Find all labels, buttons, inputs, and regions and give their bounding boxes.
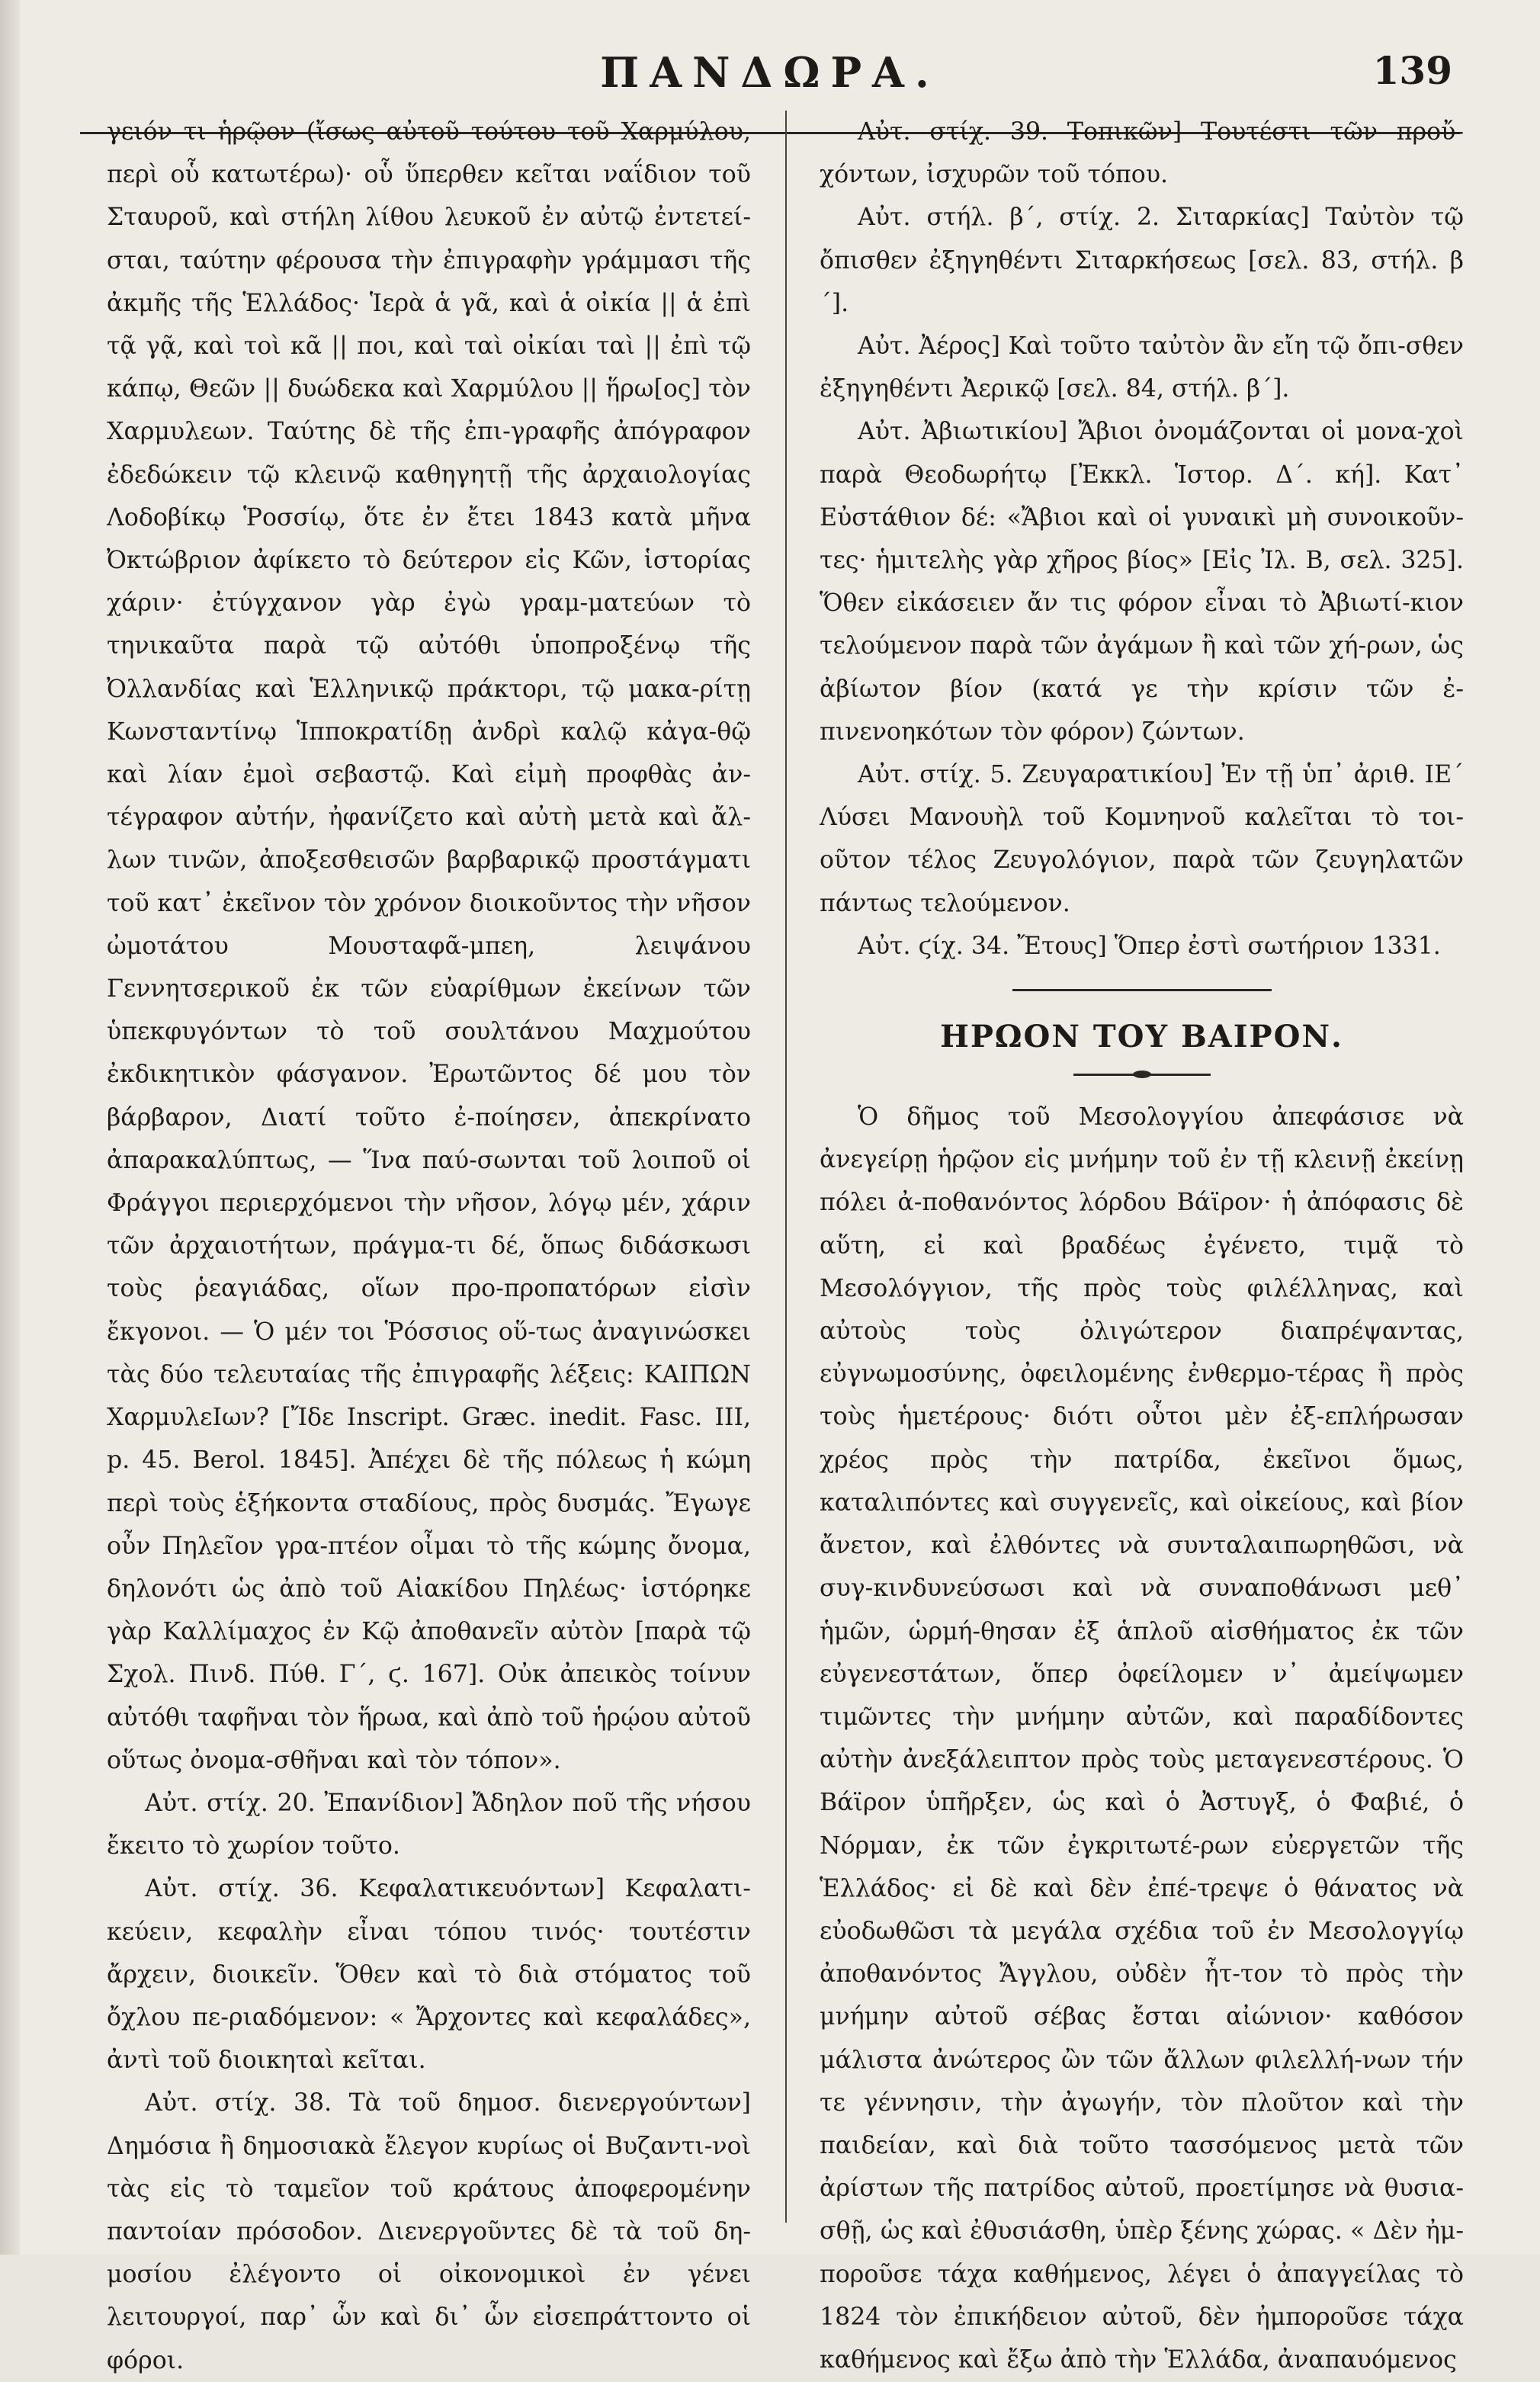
section-body: Ὁ δῆμος τοῦ Μεσολογγίου ἀπεφάσισε νὰ ἀνεγείρῃ ἡρῷον εἰς μνήμην τοῦ ἐν τῇ κλεινῇ ἐκείνῃ πόλει ἀ-ποθανόντος λόρδου Βάϊρον· ἡ ἀπόφασις δὲ αὕτη, εἰ καὶ βραδέως ἐγένετο, τιμᾷ τὸ Μεσολόγγιον, τῆς πρὸς τοὺς φιλέλληνας, καὶ αὐτοὺς τοὺς ὀλιγώτερον διαπρέψαντας, εὐγνωμοσύνης, ὀφειλομένης ἐνθερμο-τέρας ἢ πρὸς τοὺς ἡμετέρους· διότι οὗτοι μὲν ἐξ-επλήρωσαν χρέος πρὸς τὴν πατρίδα, ἐκεῖνοι ὅμως, καταλιπόντες καὶ συγγενεῖς, καὶ οἰκείους, καὶ βίον ἄνετον, καὶ ἐλθόντες νὰ συνταλαιπωρηθῶσι, νὰ συγ-κινδυνεύσωσι καὶ νὰ συναποθάνωσι μεθ᾿ ἡμῶν, ὡρμή-θησαν ἐξ ἁπλοῦ αἰσθήματος ἐκ τῶν εὐγενεστάτων, ὅπερ ὀφείλομεν ν᾿ ἀμείψωμεν τιμῶντες τὴν μνήμην αὐτῶν, καὶ παραδίδοντες αὐτὴν ἀνεξάλειπτον πρὸς τοὺς μεταγενεστέρους. Ὁ Βάϊρον ὑπῆρξεν, ὡς καὶ ὁ Ἀστυγξ, ὁ Φαβιέ, ὁ Νόρμαν, ἐκ τῶν ἐγκριτωτέ-ρων εὐεργετῶν τῆς Ἑλλάδος· εἰ δὲ καὶ δὲν ἐπέ-τρεψε ὁ θάνατος νὰ εὐοδωθῶσι τὰ μεγάλα σχέδια τοῦ ἐν Μεσολογγίῳ ἀποθανόντος Ἄγγλου, οὐδὲν ἧτ-τον τὸ πρὸς τὴν μνήμην αὐτοῦ σέβας ἔσται αἰώνιον· καθόσον μάλιστα ἀνώτερος ὢν τῶν ἄλλων φιλελλή-νων τήν τε γέννησιν, τὴν ἀγωγήν, τὸν πλοῦτον καὶ τὴν παιδείαν, καὶ διὰ τοῦτο τασσόμενος μετὰ τῶν ἀρίστων τῆς πατρίδος αὐτοῦ, προετίμησε νὰ θυσια-σθῇ, ὡς καὶ ἐθυσιάσθη, ὑπὲρ ξένης χώρας. « Δὲν ἠμ-ποροῦσε τάχα καθήμενος, λέγει ὁ ἀπαγγείλας τὸ 1824 τὸν ἐπικήδειον αὐτοῦ, δὲν ἠμποροῦσε τάχα καθήμενος καὶ ἔξω ἀπὸ τὴν Ἑλλάδα, ἀναπαυόμενος xyxy=(820,1103,1464,2374)
heading-ornament xyxy=(1073,1074,1211,1076)
running-title: ΠΑΝΔΩΡΑ. xyxy=(600,48,940,97)
section-heading: ΗΡΩΟΝ ΤΟΥ ΒΑΙΡΟΝ. xyxy=(940,1019,1343,1055)
note-epanidion: Αὐτ. στίχ. 20. Ἐπανίδιον] Ἄδηλον ποῦ τῆς νήσου ἔκειτο τὸ χωρίον τοῦτο. xyxy=(107,1789,751,1860)
column-divider xyxy=(785,111,787,2223)
note-zevgaratikiou: Αὐτ. στίχ. 5. Ζευγαρατικίου] Ἐν τῇ ὑπ᾿ ἀριθ. ΙΕ´ Λύσει Μανουὴλ τοῦ Κομνηνοῦ καλεῖται τὸ τοι-οῦτον τέλος Ζευγολόγιον, παρὰ τῶν ζευγηλατῶν πάντως τελούμενον. xyxy=(820,761,1464,917)
page-number: 139 xyxy=(1372,48,1452,93)
note-sitarkias: Αὐτ. στήλ. β´, στίχ. 2. Σιταρκίας] Ταὐτὸν τῷ ὄπισθεν ἐξηγηθέντι Σιταρκήσεως [σελ. 83, στήλ. β´]. xyxy=(820,204,1464,317)
note-kefalatikevonton: Αὐτ. στίχ. 36. Κεφαλατικευόντων] Κεφαλατι-κεύειν, κεφαλὴν εἶναι τόπου τινός· τουτέστιν ἄρχειν, διοικεῖν. Ὅθεν καὶ τὸ διὰ στόματος τοῦ ὄχλου πε-ριαδόμενον: « Ἄρχοντες καὶ κεφαλάδες», ἀντὶ τοῦ διοικηταὶ κεῖται. xyxy=(107,1875,751,2075)
note-aeros: Αὐτ. Ἀέρος] Καὶ τοῦτο ταὐτὸν ἂν εἴη τῷ ὄπι-σθεν ἐξηγηθέντι Ἀερικῷ [σελ. 84, στήλ. β´]. xyxy=(820,332,1464,403)
paragraph-continuation: γειόν τι ἡρῷον (ἴσως αὐτοῦ τούτου τοῦ Χαρμύλου, περὶ οὗ κατωτέρω)· οὗ ὕπερθεν κεῖται ναΐδιον τοῦ Σταυροῦ, καὶ στήλη λίθου λευκοῦ ἐν αὐτῷ ἐντετεί-σται, ταύτην φέρουσα τὴν ἐπιγραφὴν γράμμασι τῆς ἀκμῆς τῆς Ἑλλάδος· Ἱερὰ ἁ γᾶ, καὶ ἁ οἰκία || ἁ ἐπὶ τᾷ γᾷ, καὶ τοὶ κᾶ || ποι, καὶ ταὶ οἰκίαι ταὶ || ἐπὶ τῷ κάπῳ, Θεῶν || δυώδεκα καὶ Χαρμύλου || ἥρω[ος] τὸν Χαρμυλεων. Ταύτης δὲ τῆς ἐπι-γραφῆς ἀπόγραφον ἐδεδώκειν τῷ κλεινῷ καθηγητῇ τῆς ἀρχαιολογίας Λοδοβίκῳ Ῥοσσίῳ, ὅτε ἐν ἔτει 1843 κατὰ μῆνα Ὀκτώβριον ἀφίκετο τὸ δεύτερον εἰς Κῶν, ἱστορίας χάριν· ἐτύγχανον γὰρ ἐγὼ γραμ-ματεύων τὸ τηνικαῦτα παρὰ τῷ αὐτόθι ὑποπροξένῳ τῆς Ὀλλανδίας καὶ Ἑλληνικῷ πράκτορι, τῷ μακα-ρίτῃ Κωνσταντίνῳ Ἱπποκρατίδῃ ἀνδρὶ καλῷ κἀγα-θῷ καὶ λίαν ἐμοὶ σεβαστῷ. Καὶ εἰμὴ προφθὰς ἀν-τέγραφον αὐτήν, ἠφανίζετο καὶ αὐτὴ μετὰ καὶ ἄλ-λων τινῶν, ἀποξεσθεισῶν βαρβαρικῷ προστάγματι τοῦ κατ᾿ ἐκεῖνον τὸν χρόνον διοικοῦντος τὴν νῆσον ὠμοτάτου Μουσταφᾶ-μπεη, λειψάνου Γεννητσερικοῦ ἐκ τῶν εὐαρίθμων ἐκείνων τῶν ὑπεκφυγόντων τὸ τοῦ σουλτάνου Μαχμούτου ἐκδικητικὸν φάσγανον. Ἐρωτῶντος δέ μου τὸν βάρβαρον, Διατί τοῦτο ἐ-ποίησεν, ἀπεκρίνατο ἀπαρακαλύπτως, — Ἵνα παύ-σωνται τοῦ λοιποῦ οἱ Φράγγοι περιερχόμενοι τὴν νῆσον, λόγῳ μέν, χάριν τῶν ἀρχαιοτήτων, πράγμα-τι δέ, ὅπως διδάσκωσι τοὺς ῥεαγιάδας, οἵων προ-προπατόρων εἰσὶν ἔκγονοι. — Ὁ μέν τοι Ῥόσσιος οὕ-τως ἀναγινώσκει τὰς δύο τελευταίας τῆς ἐπιγραφῆς λέξεις: ΚΑΙΠΩΝ ΧαρμυλεΙων? [Ἴδε Inscript. Græc. inedit. Fasc. III, p. 45. Berol. 1845]. Ἀπέχει δὲ τῆς πόλεως ἡ κώμη περὶ τοὺς ἑξήκοντα σταδίους, πρὸς δυσμάς. Ἔγωγε οὖν Πηλεῖον γρα-πτέον οἶμαι τὸ τῆς κώμης ὄνομα, δηλονότι ὡς ἀπὸ τοῦ Αἰακίδου Πηλέως· ἱστόρηκε γὰρ Καλλίμαχος ἐν Κῷ ἀποθανεῖν αὐτὸν [παρὰ τῷ Σχολ. Πινδ. Πύθ. Γ´, ϛ. 167]. Οὐκ ἀπεικὸς τοίνυν αὐτόθι ταφῆναι τὸν ἥρωα, καὶ ἀπὸ τοῦ ἡρῴου αὐτοῦ οὕτως ὀνομα-σθῆναι καὶ τὸν τόπον». xyxy=(107,118,751,1774)
right-column xyxy=(820,111,1464,2381)
note-etous: Αὐτ. ϛίχ. 34. Ἔτους] Ὅπερ ἐστὶ σωτήριον 1331. xyxy=(858,932,1441,960)
note-topikon: Αὐτ. στίχ. 39. Τοπικῶν] Τουτέστι τῶν προὔ-χόντων, ἰσχυρῶν τοῦ τόπου. xyxy=(820,118,1464,189)
binding-gutter xyxy=(0,0,20,2255)
section-separator xyxy=(1012,989,1272,991)
note-abiotikiou: Αὐτ. Ἀβιωτικίου] Ἄβιοι ὀνομάζονται οἱ μονα-χοὶ παρὰ Θεοδωρήτῳ [Ἐκκλ. Ἱστορ. Δ´. κή]. Κατ᾿ Εὐστάθιον δέ: «Ἄβιοι καὶ οἱ γυναικὶ μὴ συνοικοῦν-τες· ἡμιτελὴς γὰρ χῆρος βίος» [Εἰς Ἰλ. Β, σελ. 325]. Ὅθεν εἰκάσειεν ἄν τις φόρον εἶναι τὸ Ἀβιωτί-κιον τελούμενον παρὰ τῶν ἀγάμων ἢ καὶ τῶν χή-ρων, ὡς ἀβίωτον βίον (κατά γε τὴν κρίσιν τῶν ἐ-πινενοηκότων τὸν φόρον) ζώντων. xyxy=(820,418,1464,746)
note-dimosia: Αὐτ. στίχ. 38. Τὰ τοῦ δημοσ. διενεργούντων] Δημόσια ἢ δημοσιακὰ ἔλεγον κυρίως οἱ Βυζαντι-νοὶ τὰς εἰς τὸ ταμεῖον τοῦ κράτους ἀποφερομένην παντοίαν πρόσοδον. Διενεργοῦντες δὲ τὰ τοῦ δη-μοσίου ἐλέγοντο οἱ οἰκονομικοὶ ἐν γένει λειτουργοί, παρ᾿ ὧν καὶ δι᾿ ὧν εἰσεπράττοντο οἱ φόροι. xyxy=(107,2089,751,2374)
left-column xyxy=(107,111,751,2382)
page-header xyxy=(0,42,1540,103)
